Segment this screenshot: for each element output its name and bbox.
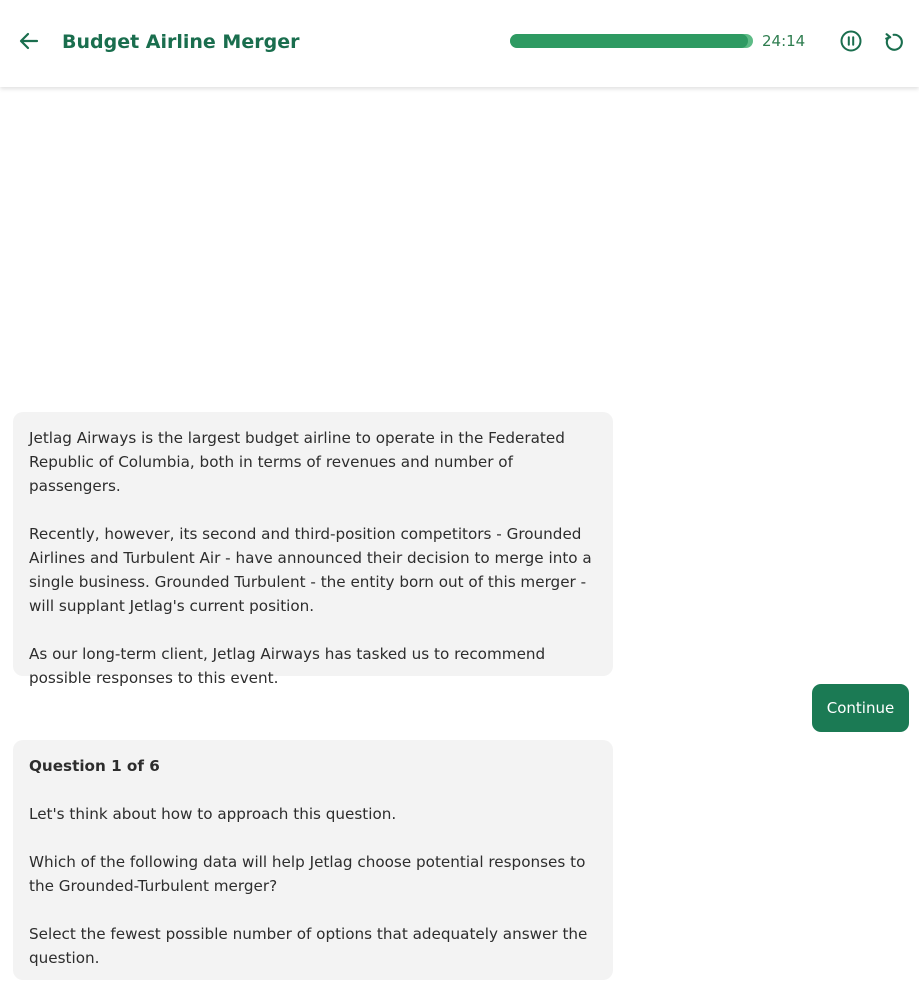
question-paragraph: Let's think about how to approach this question. — [29, 805, 397, 823]
intro-message — [13, 412, 613, 687]
restart-icon[interactable] — [881, 30, 905, 54]
question-message — [13, 740, 613, 980]
continue-button[interactable]: Continue — [812, 684, 909, 732]
timer-text: 24:14 — [762, 32, 806, 50]
question-paragraph: Select the fewest possible number of options that adequately answer the question. — [29, 925, 588, 967]
pause-icon[interactable] — [839, 29, 863, 53]
intro-paragraph: Jetlag Airways is the largest budget airline to operate in the Federated Republic of Columbia, both in terms of revenues and number of passengers. — [29, 429, 565, 495]
question-paragraph: Which of the following data will help Jetlag choose potential responses to the Grounded-Turbulent merger? — [29, 853, 586, 895]
timer-progress-bar — [510, 34, 753, 48]
page-title: Budget Airline Merger — [62, 31, 300, 53]
intro-paragraph: As our long-term client, Jetlag Airways has tasked us to recommend possible responses to this event. — [29, 645, 546, 687]
top-bar — [0, 0, 919, 87]
back-arrow-icon[interactable] — [17, 29, 41, 53]
intro-paragraph: Recently, however, its second and third-position competitors - Grounded Airlines and Turbulent Air - have announced their decision to merge into a single business. Grounded Turbulent - the entity born out of this merger - will supplant Jetlag's current position. — [29, 525, 592, 615]
question-heading: Question 1 of 6 — [29, 757, 160, 775]
timer-progress-fill — [510, 34, 748, 48]
